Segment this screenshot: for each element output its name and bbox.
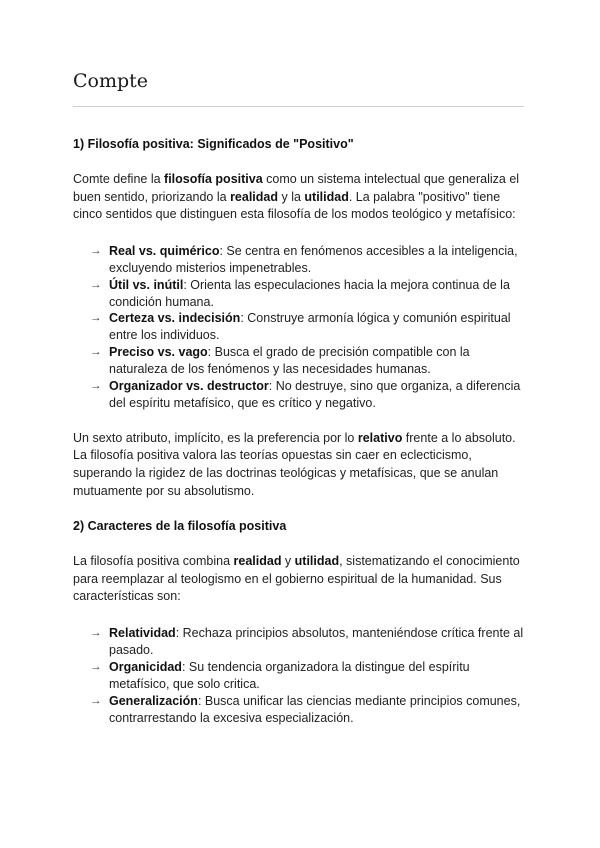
section-1-list (73, 243, 528, 412)
list-item: → Generalización: Busca unificar las ciencias mediante principios comunes, contrarrestando la excesiva especialización. (90, 693, 521, 725)
arrow-right-icon: → (90, 660, 102, 673)
section-1-heading: 1) Filosofía positiva: Significados de "Positivo" (73, 137, 354, 151)
arrow-right-icon: → (90, 694, 102, 707)
list-item: → Preciso vs. vago: Busca el grado de precisión compatible con la naturaleza de los fenómenos y las necesidades humanas. (90, 345, 470, 377)
arrow-right-icon: → (90, 312, 102, 325)
list-item: → Relatividad: Rechaza principios absolutos, manteniéndose crítica frente al pasado. (90, 626, 524, 657)
title-divider (73, 106, 524, 107)
arrow-right-icon: → (90, 244, 102, 257)
list-item: → Certeza vs. indecisión: Construye armonía lógica y comunión espiritual entre los individuos. (90, 311, 511, 343)
arrow-right-icon: → (90, 380, 102, 393)
arrow-right-icon: → (90, 627, 102, 639)
section-2-intro: La filosofía positiva combina realidad y utilidad, sistematizando el conocimiento para reemplazar al teologismo en el gobierno espiritual de la humanidad. Sus características son: (73, 554, 520, 604)
section-1-closing: Un sexto atributo, implícito, es la preferencia por lo relativo frente a lo absoluto. La filosofía positiva valora las teorías opuestas sin caer en eclecticismo, superando la rigidez de las doctrinas teológicas y metafísicas, que se anulan mutuamente por su absolutismo. (73, 430, 516, 498)
document-body (73, 130, 528, 726)
list-item: → Útil vs. inútil: Orienta las especulaciones hacia la mejora continua de la condición humana. (90, 277, 510, 309)
section-2-heading: 2) Caracteres de la filosofía positiva (73, 519, 287, 534)
list-item: → Organizador vs. destructor: No destruye, sino que organiza, a diferencia del espíritu metafísico, que es crítico y negativo. (90, 379, 521, 410)
list-item: → Real vs. quimérico: Se centra en fenómenos accesibles a la inteligencia, excluyendo misterios impenetrables. (90, 243, 518, 275)
arrow-right-icon: → (90, 346, 102, 359)
section-1-intro: Comte define la filosofía positiva como un sistema intelectual que generaliza el buen sentido, priorizando la realidad y la utilidad. La palabra "positivo" tiene cinco sentidos que distinguen esta filosofía de los modos teológico y metafísico: (73, 172, 520, 222)
section-2-list (73, 625, 528, 726)
list-item: → Organicidad: Su tendencia organizadora la distingue del espíritu metafísico, que solo critica. (90, 659, 470, 691)
arrow-right-icon: → (90, 278, 102, 291)
document-title: Compte (73, 70, 149, 92)
